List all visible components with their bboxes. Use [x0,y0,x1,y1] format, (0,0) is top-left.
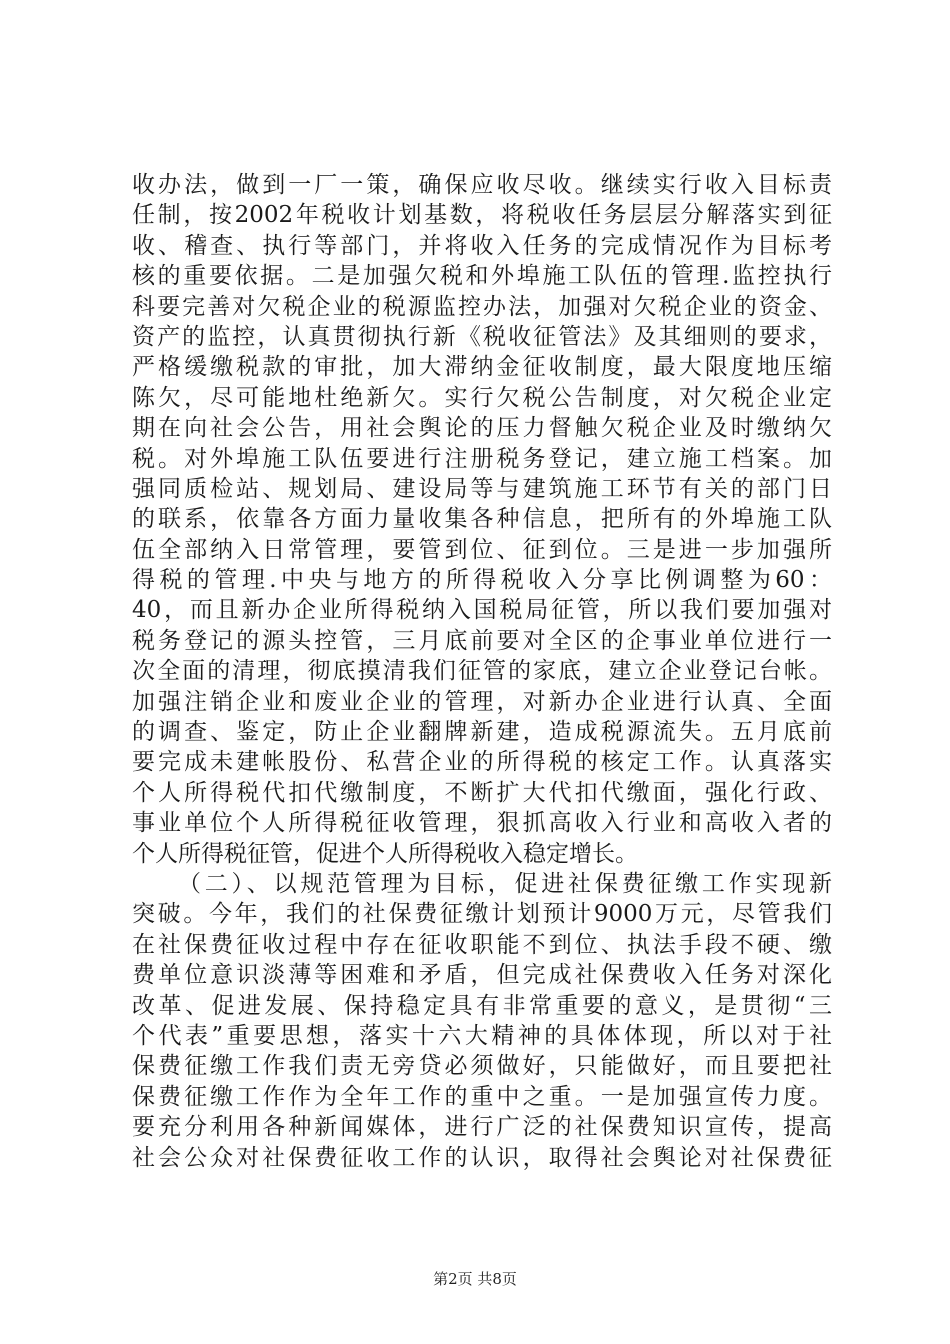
text-line: 资产的监控，认真贯彻执行新《税收征管法》及其细则的要求， [132,323,832,350]
paragraph-2 [132,869,832,1173]
text-line: 税。对外埠施工队伍要进行注册税务登记，建立施工档案。加 [132,445,832,472]
text-line: 社会公众对社保费征收工作的认识，取得社会舆论对社保费征 [132,1144,832,1171]
text-line: 收办法，做到一厂一策，确保应收尽收。继续实行收入目标责 [132,172,832,198]
text-line: 个人所得税代扣代缴制度，不断扩大代扣代缴面，强化行政、 [132,779,832,806]
text-line: 要完成未建帐股份、私营企业的所得税的核定工作。认真落实 [132,749,832,776]
text-line: 次全面的清理，彻底摸清我们征管的家底，建立企业登记台帐。 [132,658,832,685]
text-line: 40，而且新办企业所得税纳入国税局征管，所以我们要加强对 [132,597,832,624]
text-line: 严格缓缴税款的审批，加大滞纳金征收制度，最大限度地压缩 [132,354,832,381]
text-line: 的调查、鉴定，防止企业翻牌新建，造成税源流失。五月底前 [132,719,832,746]
text-line: 强同质检站、规划局、建设局等与建筑施工环节有关的部门日 [132,475,832,502]
text-line: 的联系，依靠各方面力量收集各种信息，把所有的外埠施工队 [132,506,832,533]
text-line: （二）、以规范管理为目标，促进社保费征缴工作实现新 [178,870,832,897]
text-line: 改革、促进发展、保持稳定具有非常重要的意义，是贯彻“三 [132,992,832,1019]
text-line: 费单位意识淡薄等困难和矛盾，但完成社保费收入任务对深化 [132,962,832,989]
text-line: 保费征缴工作我们责无旁贷必须做好，只能做好，而且要把社 [132,1053,832,1080]
text-line: 税务登记的源头控管，三月底前要对全区的企事业单位进行一 [132,627,832,654]
text-line: 伍全部纳入日常管理，要管到位、征到位。三是进一步加强所 [132,536,832,563]
page-number: 第2页 共8页 [433,1270,517,1288]
text-line: 突破。今年，我们的社保费征缴计划预计9000万元，尽管我们 [132,901,832,928]
text-line: 科要完善对欠税企业的税源监控办法，加强对欠税企业的资金、 [132,293,832,320]
text-line: 事业单位个人所得税征收管理，狠抓高收入行业和高收入者的 [132,810,832,837]
text-line: 得税的管理.中央与地方的所得税收入分享比例调整为60： [132,567,832,594]
text-line: 加强注销企业和废业企业的管理，对新办企业进行认真、全面 [132,688,832,715]
text-line: 个人所得税征管，促进个人所得税收入稳定增长。 [132,840,638,867]
text-line: 在社保费征收过程中存在征收职能不到位、执法手段不硬、缴 [132,931,832,958]
page-footer [0,1268,950,1289]
text-line: 陈欠，尽可能地杜绝新欠。实行欠税公告制度，对欠税企业定 [132,384,832,411]
text-line: 收、稽查、执行等部门，并将收入任务的完成情况作为目标考 [132,232,832,259]
document-body [132,170,832,1173]
text-line: 个代表”重要思想，落实十六大精神的具体体现，所以对于社 [132,1022,832,1049]
text-line: 保费征缴工作作为全年工作的重中之重。一是加强宣传力度。 [132,1083,832,1110]
text-line: 要充分利用各种新闻媒体，进行广泛的社保费知识宣传，提高 [132,1114,832,1141]
text-line: 期在向社会公告，用社会舆论的压力督触欠税企业及时缴纳欠 [132,415,832,442]
text-line: 任制，按2002年税收计划基数，将税收任务层层分解落实到征 [132,202,832,229]
paragraph-1 [132,170,832,869]
text-line: 核的重要依据。二是加强欠税和外埠施工队伍的管理.监控执行 [132,263,832,290]
